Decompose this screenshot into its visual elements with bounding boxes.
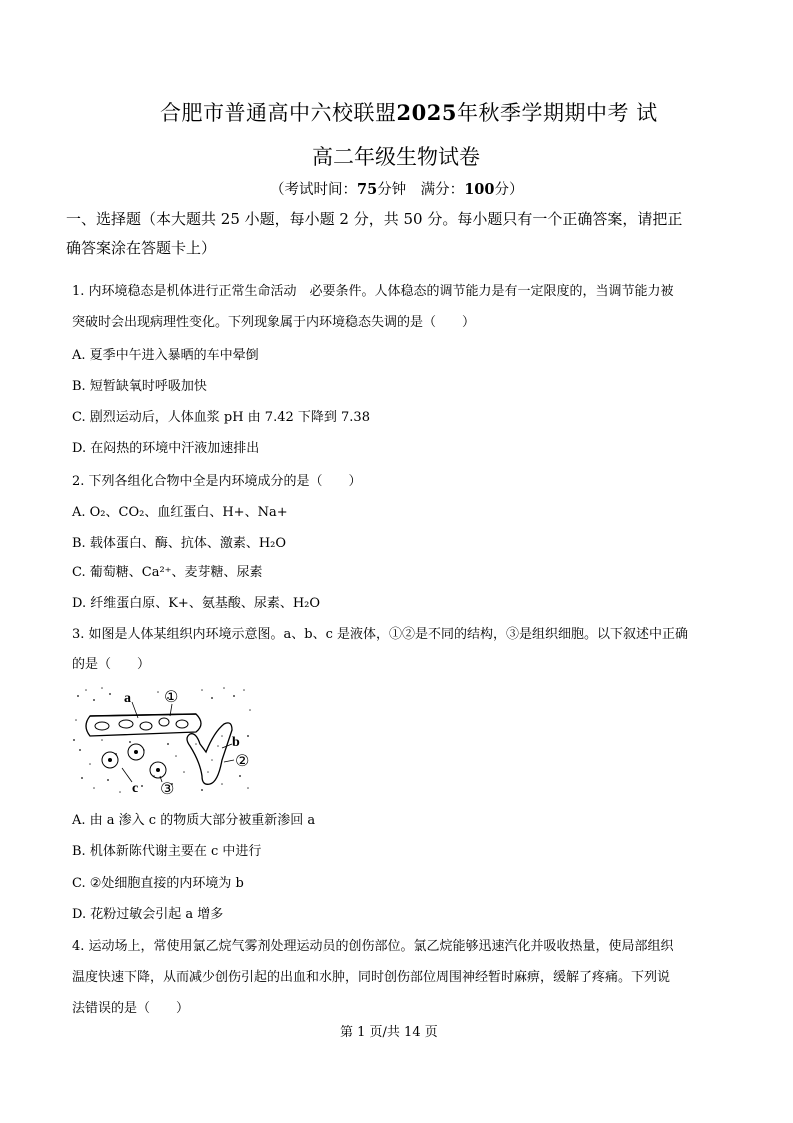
q4-stem-line3: 法错误的是（ ） bbox=[72, 1001, 190, 1016]
meta-mid: 分钟 满分： bbox=[377, 182, 465, 198]
capillary-wall-top bbox=[90, 714, 196, 716]
title-prefix: 合肥市普通高中六校联盟 bbox=[160, 101, 397, 125]
title-suffix: 年秋季学期期中考 试 bbox=[456, 101, 658, 125]
q1-option-c: C. 剧烈运动后，人体血浆 pH 由 7.42 下降到 7.38 bbox=[72, 410, 370, 425]
q2-option-a: A. O₂、CO₂、血红蛋白、H+、Na+ bbox=[72, 505, 288, 520]
label-3: ③ bbox=[160, 779, 175, 798]
title-year: 2025 bbox=[396, 100, 457, 125]
red-blood-cell bbox=[159, 718, 169, 726]
meta-suffix: 分） bbox=[494, 182, 524, 198]
red-blood-cell bbox=[140, 722, 152, 730]
q2-option-d: D. 纤维蛋白原、K+、氨基酸、尿素、H₂O bbox=[72, 596, 321, 611]
meta-prefix: （考试时间： bbox=[270, 182, 357, 198]
tissue-environment-diagram bbox=[72, 680, 262, 798]
cell-nucleus bbox=[156, 768, 160, 772]
label-a: a bbox=[124, 691, 131, 706]
red-blood-cell bbox=[95, 722, 109, 730]
red-blood-cell bbox=[119, 720, 133, 728]
q3-option-c: C. ②处细胞直接的内环境为 b bbox=[72, 876, 244, 891]
red-blood-cell bbox=[176, 720, 188, 728]
label-1: ① bbox=[164, 687, 179, 706]
q4-stem-line2: 温度快速下降，从而减少创伤引起的出血和水肿，同时创伤部位周围神经暂时麻痹，缓解了疼痛。下列说 bbox=[72, 970, 671, 985]
q3-option-b: B. 机体新陈代谢主要在 c 中进行 bbox=[72, 844, 262, 859]
page-number: 第 1 页/共 14 页 bbox=[340, 1025, 438, 1040]
exam-meta bbox=[270, 178, 523, 199]
meta-score: 100 bbox=[464, 181, 495, 198]
section-heading-line1: 一、选择题（本大题共 25 小题，每小题 2 分，共 50 分。每小题只有一个正确答案，请把正 bbox=[66, 210, 683, 228]
q3-stem-line2: 的是（ ） bbox=[72, 657, 151, 672]
capillary-outline bbox=[86, 714, 201, 736]
q2-stem: 2. 下列各组化合物中全是内环境成分的是（ ） bbox=[72, 474, 362, 489]
q1-option-a: A. 夏季中午进入暴晒的车中晕倒 bbox=[72, 348, 259, 363]
section-heading-line2: 确答案涂在答题卡上） bbox=[66, 239, 217, 257]
q2-option-c: C. 葡萄糖、Ca²⁺、麦芽糖、尿素 bbox=[72, 565, 263, 580]
q1-option-b: B. 短暂缺氧时呼吸加快 bbox=[72, 379, 207, 394]
q3-stem-line1: 3. 如图是人体某组织内环境示意图。a、b、c 是液体，①②是不同的结构，③是组织细胞。以下叙述中正确 bbox=[72, 627, 689, 642]
label-2: ② bbox=[235, 751, 250, 770]
q2-option-b: B. 载体蛋白、酶、抗体、激素、H₂O bbox=[72, 536, 287, 551]
meta-time: 75 bbox=[357, 181, 378, 198]
cell-nucleus bbox=[108, 758, 112, 762]
leader-line-2 bbox=[224, 760, 234, 762]
leader-line-c bbox=[122, 768, 132, 782]
q1-stem-line1: 1. 内环境稳态是机体进行正常生命活动 必要条件。人体稳态的调节能力是有一定限度的，当调节能力被 bbox=[72, 284, 674, 299]
q1-stem-line2: 突破时会出现病理性变化。下列现象属于内环境稳态失调的是（ ） bbox=[72, 315, 476, 330]
q3-option-a: A. 由 a 渗入 c 的物质大部分被重新渗回 a bbox=[72, 813, 316, 828]
exam-title bbox=[160, 97, 658, 127]
q1-option-d: D. 在闷热的环境中汗液加速排出 bbox=[72, 441, 260, 456]
label-c: c bbox=[132, 781, 139, 796]
q4-stem-line1: 4. 运动场上，常使用氯乙烷气雾剂处理运动员的创伤部位。氯乙烷能够迅速汽化并吸收热量，使局部组织 bbox=[72, 939, 674, 954]
q3-option-d: D. 花粉过敏会引起 a 增多 bbox=[72, 907, 224, 922]
exam-subtitle: 高二年级生物试卷 bbox=[312, 145, 480, 169]
label-b: b bbox=[232, 735, 240, 750]
cell-nucleus bbox=[134, 750, 138, 754]
